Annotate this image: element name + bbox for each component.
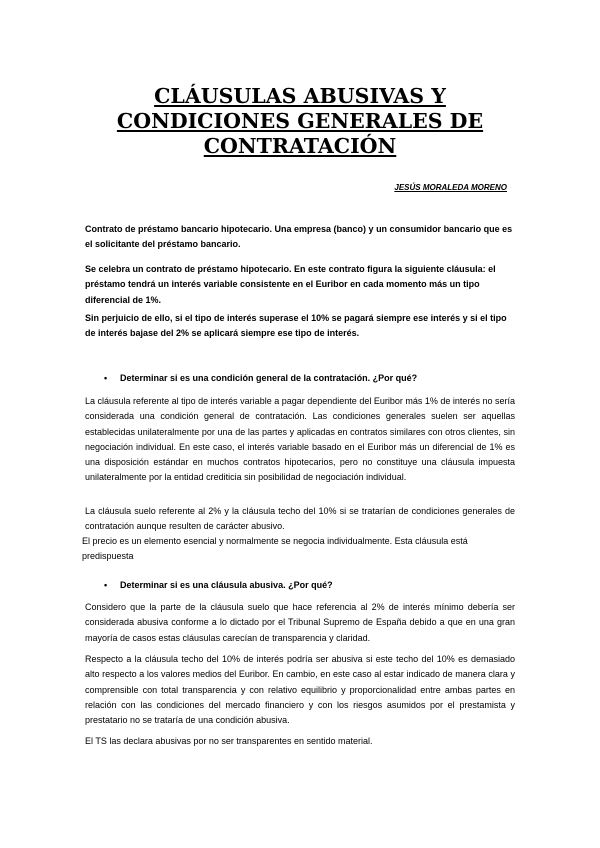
intro-paragraph-3: Sin perjuicio de ello, si el tipo de interés superase el 10% se pagará siempre ese interés y si el tipo de interés bajase del 2% se aplicará siempre ese tipo de interés. bbox=[85, 313, 507, 339]
question-2-text: Determinar si es una cláusula abusiva. ¿Por qué? bbox=[120, 580, 333, 590]
bullet-icon: • bbox=[104, 580, 108, 590]
answer-2-paragraph-2: Respecto a la cláusula techo del 10% de interés podría ser abusiva si este techo del 10% es demasiado alto respecto a los valores medios del Euribor. En cambio, en este caso al estar indicado de manera clara y comprensible con total transparencia y con relativo equilibrio y proporcionalidad entre ambas partes en relación con las condiciones del mercado financiero y con los riesgos asumidos por el prestamista y prestatario no se trataría de una condición abusiva. bbox=[85, 654, 515, 726]
answer-1-paragraph-2: La cláusula suelo referente al 2% y la cláusula techo del 10% si se tratarían de condiciones generales de contratación aunque resulten de carácter abusivo. bbox=[85, 506, 515, 532]
answer-1-paragraph-1: La cláusula referente al tipo de interés variable a pagar dependiente del Euribor más 1% de interés no sería considerada una condición general de contratación. Las condiciones generales suelen ser aquellas establecidas unilateralmente por una de las partes y aplicadas en contratos similares con otros clientes, sin negociación individual. En este caso, el interés variable basado en el Euribor más un diferencial de 1% es una disposición estándar en muchos contratos hipotecarios, pero no constituye una cláusula impuesta unilateralmente por la entidad crediticia sin posibilidad de negociación individual. bbox=[85, 396, 515, 483]
answer-1-paragraph-3: El precio es un elemento esencial y normalmente se negocia individualmente. Esta cláusula está predispuesta bbox=[82, 536, 468, 562]
question-2 bbox=[104, 580, 333, 590]
intro-paragraph-2: Se celebra un contrato de préstamo hipotecario. En este contrato figura la siguiente cláusula: el préstamo tendrá un interés variable consistente en el Euribor en cada momento más un tipo diferencial de 1%. bbox=[85, 264, 496, 305]
intro-paragraph-1: Contrato de préstamo bancario hipotecario. Una empresa (banco) y un consumidor bancario que es el solicitante del préstamo bancario. bbox=[85, 224, 513, 250]
author-name: JESÚS MORALEDA MORENO bbox=[394, 183, 507, 192]
question-1-text: Determinar si es una condición general de la contratación. ¿Por qué? bbox=[120, 373, 418, 383]
answer-2-paragraph-1: Considero que la parte de la cláusula suelo que hace referencia al 2% de interés mínimo debería ser considerada abusiva conforme a lo dictado por el Tribunal Supremo de España debido a que en una gran mayoría de casos estas cláusulas carecían de transparencia y claridad. bbox=[85, 602, 515, 643]
document-title bbox=[60, 84, 540, 159]
bullet-icon: • bbox=[104, 373, 108, 383]
title-line: CONDICIONES GENERALES DE bbox=[116, 109, 484, 133]
title-line: CONTRATACIÓN bbox=[203, 134, 397, 158]
title-line: CLÁUSULAS ABUSIVAS Y bbox=[154, 84, 446, 108]
question-1 bbox=[104, 373, 417, 383]
answer-2-paragraph-3: El TS las declara abusivas por no ser transparentes en sentido material. bbox=[85, 736, 373, 746]
